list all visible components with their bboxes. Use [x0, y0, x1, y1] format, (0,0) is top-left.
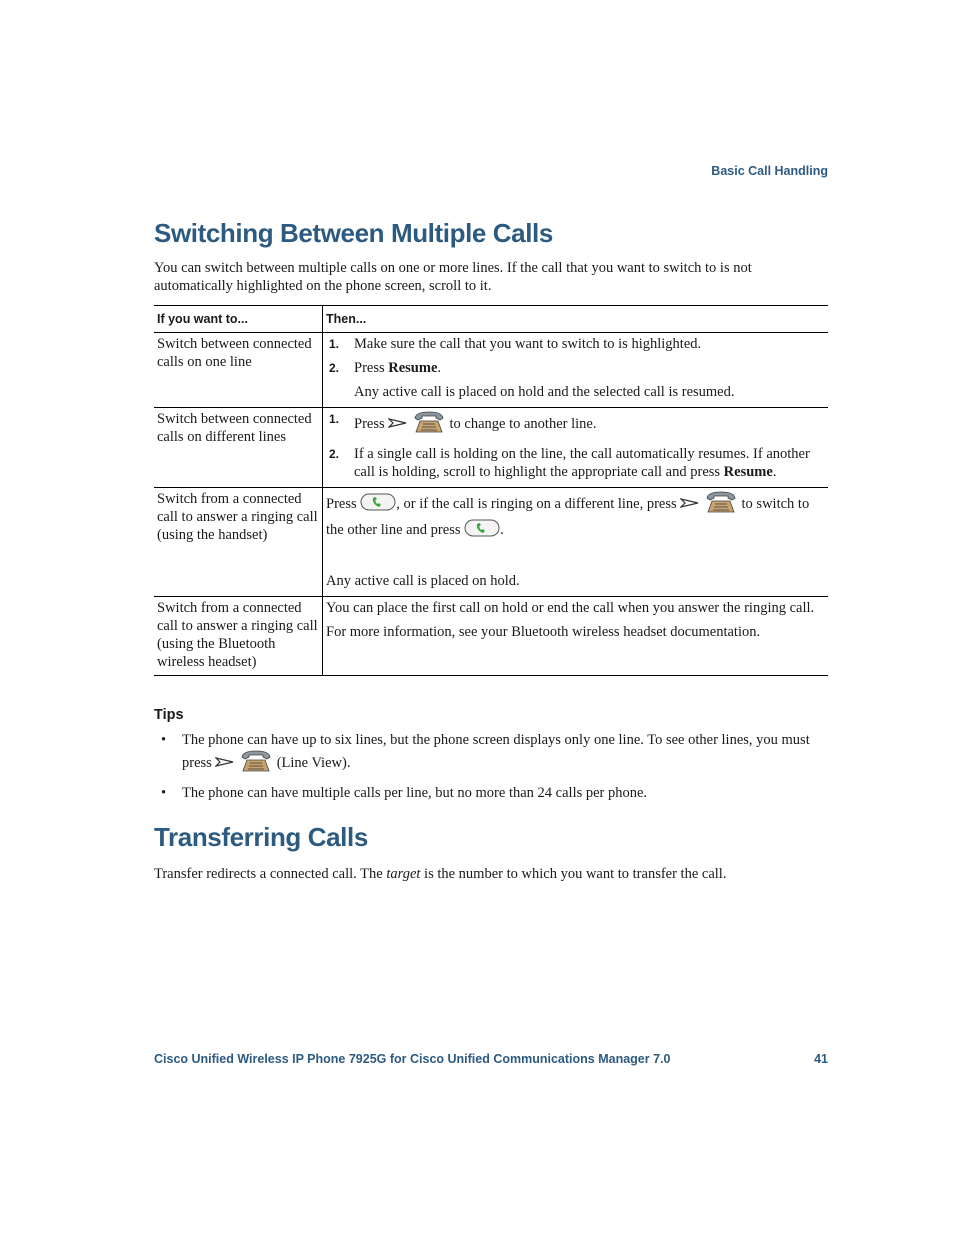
table-row	[154, 333, 828, 408]
section-intro-switching: You can switch between multiple calls on one or more lines. If the call that you want to switch to is not automatically highlighted on the phone screen, scroll to it.	[154, 260, 752, 294]
nav-right-icon	[388, 416, 408, 434]
row2-then	[323, 408, 829, 488]
col-header-if-you-want: If you want to...	[154, 306, 323, 333]
row1-note: Any active call is placed on hold and the selected call is resumed.	[354, 384, 735, 400]
instruction-text-end: .	[500, 521, 504, 538]
col-header-then: Then...	[323, 306, 829, 333]
answer-call-icon	[360, 493, 396, 516]
step-text-end: .	[437, 360, 442, 376]
step-text-end: to change to another line.	[449, 415, 597, 432]
bullet: •	[161, 732, 167, 748]
running-header: Basic Call Handling	[711, 164, 828, 178]
bullet: •	[161, 785, 167, 801]
tip-text-end: (Line View).	[276, 754, 351, 771]
row3-instruction	[326, 490, 825, 542]
instruction-text: , or if the call is ringing on a different line, press	[396, 495, 677, 512]
section-title-transferring: Transferring Calls	[154, 822, 368, 852]
step-text: Make sure the call that you want to switch to is highlighted.	[354, 336, 702, 352]
row2-step1	[326, 410, 825, 439]
tip-text: The phone can have multiple calls per line, but no more than 24 calls per phone.	[182, 785, 648, 801]
table-header-row	[154, 306, 828, 333]
section-intro-transferring	[154, 865, 834, 883]
instruction-text: Press	[326, 495, 357, 512]
step-number: 1.	[329, 337, 340, 351]
intro-text-end: is the number to which you want to transfer the call.	[420, 866, 727, 882]
step-number: 2.	[329, 361, 340, 375]
step-text: If a single call is holding on the line, the call automatically resumes. If another call is holding, scroll to highlight the appropriate call and press	[354, 446, 810, 480]
step-number: 1.	[329, 412, 340, 426]
row1-then	[323, 333, 829, 408]
footer-title: Cisco Unified Wireless IP Phone 7925G for Cisco Unified Communications Manager 7.0	[154, 1052, 671, 1066]
table-row	[154, 488, 828, 597]
list-item	[154, 784, 834, 802]
step-number: 2.	[329, 447, 340, 461]
step-text: Press	[354, 415, 385, 432]
instruction-text: to switch to the other line and press	[326, 495, 810, 538]
section-title-switching: Switching Between Multiple Calls	[154, 218, 553, 248]
page-footer	[154, 1052, 828, 1066]
row4-then	[323, 597, 829, 676]
tips-heading: Tips	[154, 707, 184, 723]
row4-para2: For more information, see your Bluetooth wireless headset documentation.	[326, 624, 761, 640]
row3-note: Any active call is placed on hold.	[326, 573, 520, 589]
row4-want: Switch from a connected call to answer a ringing call (using the Bluetooth wireless headset)	[154, 597, 323, 676]
row1-want: Switch between connected calls on one line	[154, 333, 323, 408]
row2-want: Switch between connected calls on different lines	[154, 408, 323, 488]
list-item	[154, 731, 834, 778]
table-row	[154, 408, 828, 488]
line-view-phone-icon	[239, 749, 273, 778]
line-view-phone-icon	[412, 410, 446, 439]
intro-text: Transfer redirects a connected call. The	[154, 866, 387, 882]
tip-text: The phone can have up to six lines, but the phone screen displays only one line. To see other lines, you must press	[182, 732, 810, 771]
row2-step2	[326, 445, 825, 481]
row1-step1	[326, 335, 825, 353]
resume-softkey-label: Resume	[723, 464, 773, 480]
line-view-phone-icon	[704, 490, 738, 519]
tips-list	[154, 731, 834, 808]
row3-then	[323, 488, 829, 597]
answer-call-icon	[464, 519, 500, 542]
row3-want: Switch from a connected call to answer a ringing call (using the handset)	[154, 488, 323, 597]
row1-step2	[326, 359, 825, 377]
nav-right-icon	[215, 755, 235, 773]
row4-para1: You can place the first call on hold or end the call when you answer the ringing call.	[326, 600, 815, 616]
nav-right-icon	[680, 496, 700, 514]
target-term: target	[386, 866, 421, 882]
step-text-end: .	[772, 464, 777, 480]
table-row	[154, 597, 828, 676]
page-number: 41	[814, 1052, 828, 1066]
switch-calls-table	[154, 305, 828, 676]
resume-softkey-label: Resume	[388, 360, 438, 376]
step-text: Press	[354, 360, 389, 376]
